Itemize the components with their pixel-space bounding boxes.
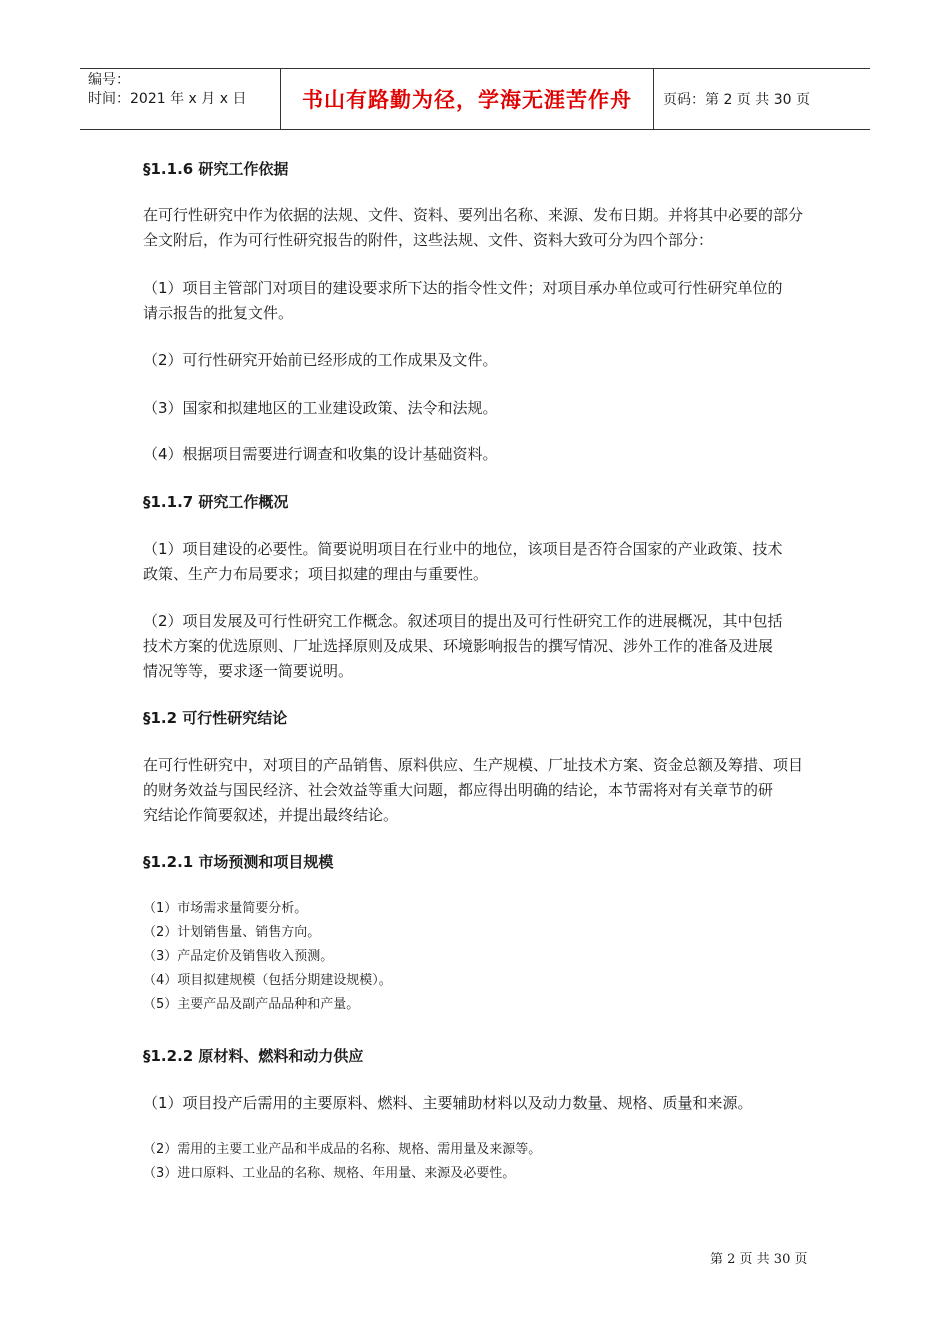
list-item <box>143 609 823 684</box>
header-motto: 书山有路勤为径，学海无涯苦作舟 <box>281 69 654 129</box>
list-item: （4）根据项目需要进行调查和收集的设计基础资料。 <box>143 445 498 463</box>
section-heading: §1.2.1 市场预测和项目规模 <box>143 853 334 871</box>
document-date: 时间：2021 年 x 月 x 日 <box>88 91 247 107</box>
paragraph <box>143 203 823 253</box>
list-item: （3）产品定价及销售收入预测。 <box>143 949 334 964</box>
paragraph-line: 情况等等，要求逐一简要说明。 <box>143 662 354 680</box>
header-page-info: 页码：第 2 页 共 30 页 <box>663 92 810 108</box>
list-item: （2）需用的主要工业产品和半成品的名称、规格、需用量及来源等。 <box>143 1142 542 1157</box>
list-item <box>143 537 823 587</box>
list-item: （3）国家和拟建地区的工业建设政策、法令和法规。 <box>143 399 498 417</box>
section-heading: §1.2 可行性研究结论 <box>143 709 288 727</box>
list-item <box>143 276 823 326</box>
page-footer: 第 2 页 共 30 页 <box>710 1252 808 1267</box>
list-item: （4）项目拟建规模（包括分期建设规模）。 <box>143 973 392 988</box>
paragraph-line: 的财务效益与国民经济、社会效益等重大问题，都应得出明确的结论，本节需将对有关章节的研 <box>143 781 774 799</box>
paragraph-line: （1）项目建设的必要性。简要说明项目在行业中的地位，该项目是否符合国家的产业政策、技术 <box>143 540 783 558</box>
list <box>143 1138 823 1186</box>
paragraph-line: 请示报告的批复文件。 <box>143 304 294 322</box>
paragraph-line: （2）项目发展及可行性研究工作概念。叙述项目的提出及可行性研究工作的进展概况，其中包括 <box>143 612 783 630</box>
page-header <box>80 68 870 130</box>
list-item: （5）主要产品及副产品品种和产量。 <box>143 997 360 1012</box>
list-item: （2）可行性研究开始前已经形成的工作成果及文件。 <box>143 351 498 369</box>
list <box>143 897 823 1017</box>
section-heading: §1.1.6 研究工作依据 <box>143 160 289 178</box>
list-item: （1）市场需求量简要分析。 <box>143 901 308 916</box>
paragraph-line: （1）项目主管部门对项目的建设要求所下达的指令性文件；对项目承办单位或可行性研究单位的 <box>143 279 783 297</box>
paragraph-line: 全文附后，作为可行性研究报告的附件，这些法规、文件、资料大致可分为四个部分： <box>143 231 714 249</box>
list-item: （1）项目投产后需用的主要原料、燃料、主要辅助材料以及动力数量、规格、质量和来源。 <box>143 1094 753 1112</box>
header-meta <box>80 69 281 129</box>
section-heading: §1.1.7 研究工作概况 <box>143 493 289 511</box>
paragraph-line: 技术方案的优选原则、厂址选择原则及成果、环境影响报告的撰写情况、涉外工作的准备及进展 <box>143 637 774 655</box>
paragraph-line: 究结论作简要叙述，并提出最终结论。 <box>143 806 399 824</box>
list-item: （2）计划销售量、销售方向。 <box>143 925 321 940</box>
section-heading: §1.2.2 原材料、燃料和动力供应 <box>143 1047 364 1065</box>
list-item: （3）进口原料、工业品的名称、规格、年用量、来源及必要性。 <box>143 1166 516 1181</box>
paragraph-line: 在可行性研究中，对项目的产品销售、原料供应、生产规模、厂址技术方案、资金总额及筹措、项目 <box>143 756 804 774</box>
paragraph-line: 政策、生产力布局要求；项目拟建的理由与重要性。 <box>143 565 489 583</box>
paragraph-line: 在可行性研究中作为依据的法规、文件、资料、要列出名称、来源、发布日期。并将其中必要的部分 <box>143 206 804 224</box>
paragraph <box>143 753 823 828</box>
document-number-label: 编号： <box>88 72 130 88</box>
